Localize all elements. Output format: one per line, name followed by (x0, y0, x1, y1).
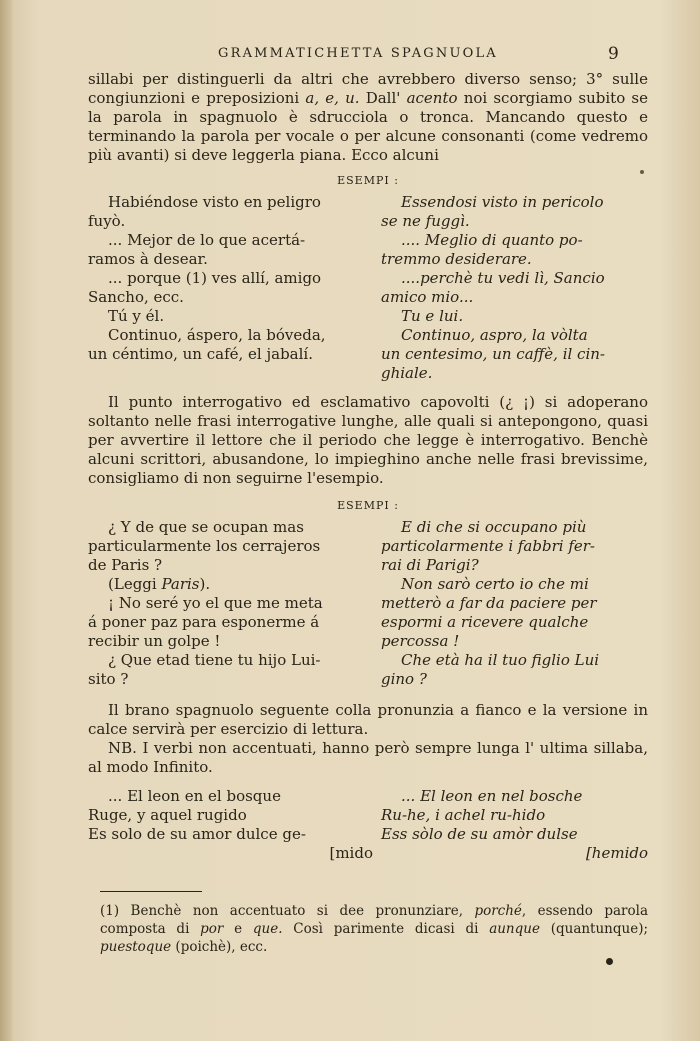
examples-table-1 (88, 193, 648, 383)
intro-text-2: 3° sulle congiunzioni e preposizioni (88, 70, 648, 107)
intro-italic-acento: acento (406, 89, 458, 107)
example-row: Tú y él. Tu e lui. (108, 307, 464, 325)
intro-italic-vowels: a, e, u. (305, 89, 360, 107)
example-row: ... Mejor de lo que acertá- ramos à desear. .... Meglio di quanto po- tremmo desiderare. (88, 231, 583, 268)
example-row: ... porque (1) ves allí, amigo Sancho, ecc. ....perchè tu vedi lì, Sancio amico mio... (88, 269, 605, 306)
page-body (88, 70, 648, 956)
intro-text-1: sillabi per distinguerli da altri che avrebbero diverso senso; (88, 70, 578, 88)
page-header (0, 44, 700, 66)
examples-table-2 (88, 518, 648, 689)
intro-paragraph (88, 70, 648, 165)
running-title: GRAMMATICHETTA SPAGNUOLA (218, 46, 498, 61)
intro-text-4: noi scorgiamo subito se la parola in spagnuolo è sdrucciola o tronca. Mancando questo e terminando la parola per vocale o per alcune consonanti (come vedremo più avanti) si deve leggerla piana. Ecco alcuni (88, 89, 648, 164)
punto-paragraph: Il punto interrogativo ed esclamativo capovolti (¿ ¡) si adoperano soltanto nelle frasi interrogative lunghe, alle quali si antepongono, quasi per avvertire il lettore che il periodo che legge è interrogativo. Benchè alcuni scrittori, abusandone, lo impieghino anche nelle frasi brevissime, consigliamo di non seguirne l'esempio. (88, 393, 648, 487)
example-row: ¿ Que etad tiene tu hijo Lui- sito ? Che età ha il tuo figlio Lui gino ? (88, 651, 600, 688)
example-row: ¡ No seré yo el que me meta á poner paz para esponerme á recibir un golpe ! metterò a far da paciere per espormi a ricevere qualche percossa ! (88, 594, 597, 650)
poem-table (88, 787, 648, 863)
nb-note: NB. I verbi non accentuati, hanno però sempre lunga l' ultima sillaba, al modo Infinito. (88, 739, 648, 776)
page-number: 9 (608, 44, 619, 64)
page-gutter (0, 0, 12, 1041)
footnote-divider (100, 891, 202, 892)
example-row: (Leggi Paris). Non sarò certo io che mi (108, 575, 589, 593)
example-row: Habiéndose visto en peligro fuyò. Essendosi visto in pericolo se ne fuggì. (88, 193, 604, 230)
poem-row: ... El leon en el bosque Ruge, y aquel rugido Es solo de su amor dulce ge- [mido ... El leon en nel bosche Ru-he, i achel ru-hido Ess sòlo de su amòr dulse [hemido (88, 787, 648, 862)
footnote: (1) Benchè non accentuato si dee pronunziare, porché, essendo parola composta di por e que. Così parimente dicasi di aunque (quantunque); puestoque (poichè), ecc. (100, 903, 649, 955)
intro-text-3: Dall' (359, 89, 407, 107)
example-row: ¿ Y de que se ocupan mas particularmente los cerrajeros de Paris ? E di che si occupano più particolarmente i fabbri fer- rai di Parigi? (88, 518, 595, 574)
example-row: Continuo, áspero, la bóveda, un céntimo, un café, el jabalí. Continuo, aspro, la vòlta un centesimo, un caffè, il cin- ghiale. (88, 326, 605, 382)
brano-paragraph: Il brano spagnuolo seguente colla pronunzia a fianco e la versione in calce servirà per esercizio di lettura. (88, 701, 648, 738)
examples-heading-2: ESEMPI : (337, 499, 399, 512)
ink-dot (606, 958, 613, 965)
examples-heading-1: ESEMPI : (337, 174, 399, 187)
